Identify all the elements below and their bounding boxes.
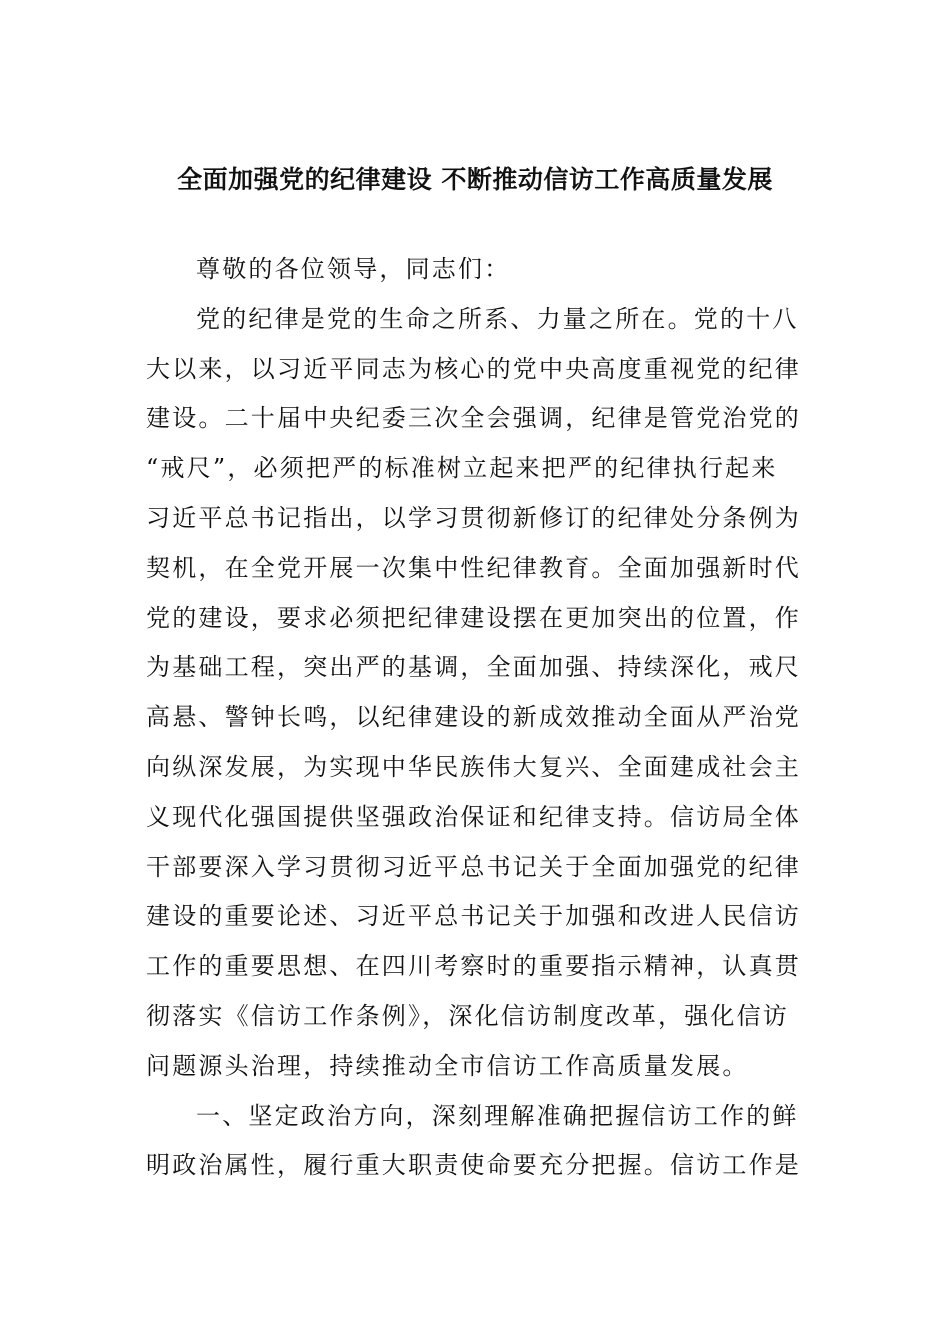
document-body: [146, 245, 806, 1191]
paragraph-line: 高悬、警钟长鸣，以纪律建设的新成效推动全面从严治党: [146, 703, 801, 732]
paragraph-line: 党的纪律是党的生命之所系、力量之所在。党的十八: [196, 304, 799, 333]
paragraph-2: [146, 1092, 806, 1192]
paragraph-line: 习近平总书记指出，以学习贯彻新修订的纪律处分条例为: [146, 503, 801, 532]
salutation: 尊敬的各位领导，同志们：: [196, 255, 511, 283]
paragraph-line: 义现代化强国提供坚强政治保证和纪律支持。信访局全体: [146, 802, 801, 831]
document-title: 全面加强党的纪律建设 不断推动信访工作高质量发展: [177, 165, 773, 194]
paragraph-line: 一、坚定政治方向，深刻理解准确把握信访工作的鲜: [196, 1101, 799, 1130]
paragraph-line: 契机，在全党开展一次集中性纪律教育。全面加强新时代: [146, 553, 801, 582]
paragraph-line: 党的建设，要求必须把纪律建设摆在更加突出的位置，作: [146, 603, 801, 632]
paragraph-line: 建设。二十届中央纪委三次全会强调，纪律是管党治党的: [146, 404, 801, 433]
paragraph-line: 工作的重要思想、在四川考察时的重要指示精神，认真贯: [146, 952, 801, 981]
paragraph-line: 为基础工程，突出严的基调，全面加强、持续深化，戒尺: [146, 653, 801, 682]
paragraph-1: [146, 295, 806, 1092]
paragraph-line: 彻落实《信访工作条例》，深化信访制度改革，强化信访: [146, 1001, 789, 1030]
paragraph-line: 干部要深入学习贯彻习近平总书记关于全面加强党的纪律: [146, 852, 801, 881]
paragraph-line: 明政治属性，履行重大职责使命要充分把握。信访工作是: [146, 1151, 801, 1180]
paragraph-line: 向纵深发展，为实现中华民族伟大复兴、全面建成社会主: [146, 752, 801, 781]
paragraph-line: “戒尺”，必须把严的标准树立起来把严的纪律执行起来: [146, 454, 778, 483]
paragraph-line: 问题源头治理，持续推动全市信访工作高质量发展。: [146, 1051, 749, 1080]
paragraph-line: 大以来，以习近平同志为核心的党中央高度重视党的纪律: [146, 354, 801, 383]
paragraph-line: 建设的重要论述、习近平总书记关于加强和改进人民信访: [146, 902, 801, 931]
